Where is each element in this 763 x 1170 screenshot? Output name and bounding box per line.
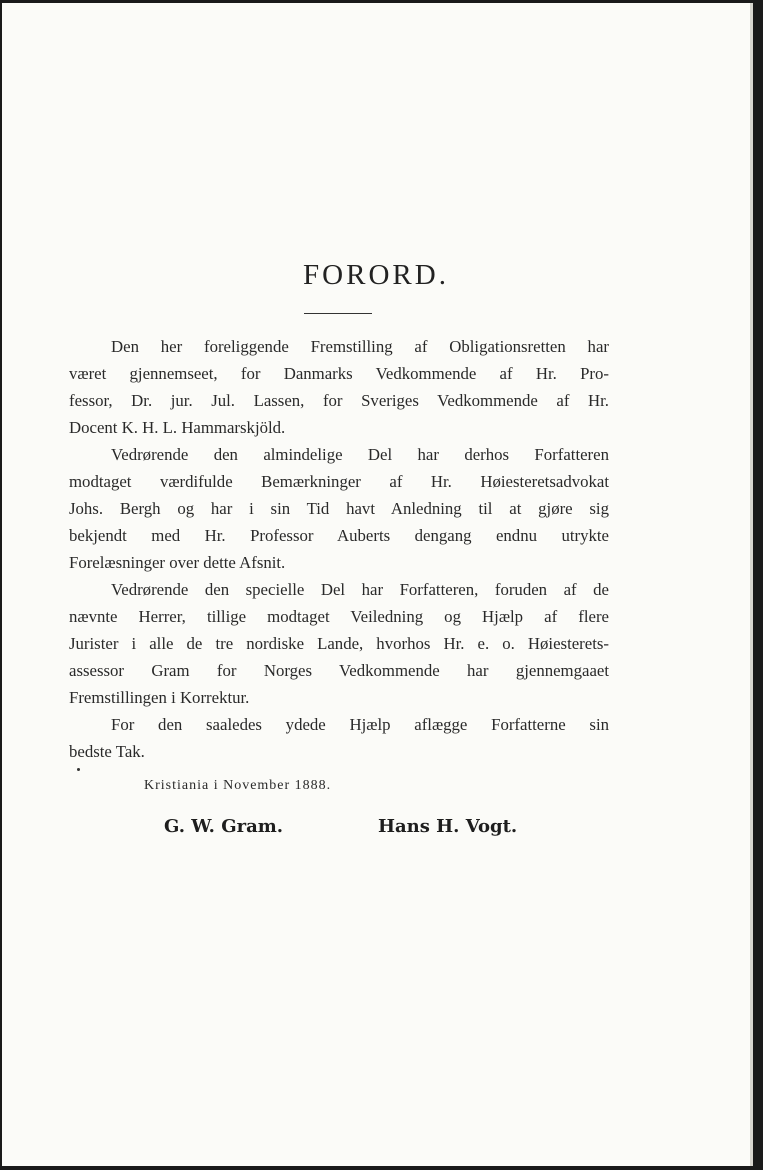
text-line: assessor Gram for Norges Vedkommende har gjennemgaaet (69, 661, 609, 680)
title-rule (304, 313, 372, 314)
text-line: Vedrørende den almindelige Del har derhos Forfatteren (111, 445, 609, 464)
paragraph-4 (69, 711, 609, 765)
text-line: fessor, Dr. jur. Jul. Lassen, for Sveriges Vedkommende af Hr. (69, 391, 609, 410)
signature-vogt: Hans H. Vogt. (378, 816, 518, 837)
text-line: modtaget værdifulde Bemærkninger af Hr. Høiesteretsadvokat (69, 472, 609, 491)
text-line: Forelæsninger over dette Afsnit. (69, 553, 286, 572)
text-line: bekjendt med Hr. Professor Auberts dengang endnu utrykte (69, 526, 609, 545)
text-line: nævnte Herrer, tillige modtaget Veiledning og Hjælp af flere (69, 607, 609, 626)
text-line: været gjennemseet, for Danmarks Vedkommende af Hr. Pro- (69, 364, 609, 383)
text-line: Vedrørende den specielle Del har Forfatteren, foruden af de (111, 580, 609, 599)
preface-body (69, 333, 609, 765)
signature-gram: G. W. Gram. (164, 816, 284, 837)
text-line: Jurister i alle de tre nordiske Lande, hvorhos Hr. e. o. Høiesterets- (69, 634, 609, 653)
ink-speck (77, 768, 80, 771)
text-line: Johs. Bergh og har i sin Tid havt Anledning til at gjøre sig (69, 499, 609, 518)
page-title: FORORD. (303, 259, 449, 291)
text-line: bedste Tak. (69, 742, 145, 761)
place-date: Kristiania i November 1888. (144, 778, 332, 793)
text-line: Docent K. H. L. Hammarskjöld. (69, 418, 286, 437)
text-line: Fremstillingen i Korrektur. (69, 688, 250, 707)
paragraph-1 (69, 333, 609, 441)
paragraph-2 (69, 441, 609, 576)
text-line: For den saaledes ydede Hjælp aflægge Forfatterne sin (111, 715, 609, 734)
document-page (2, 3, 753, 1166)
paragraph-3 (69, 576, 609, 711)
text-line: Den her foreliggende Fremstilling af Obligationsretten har (111, 337, 609, 356)
